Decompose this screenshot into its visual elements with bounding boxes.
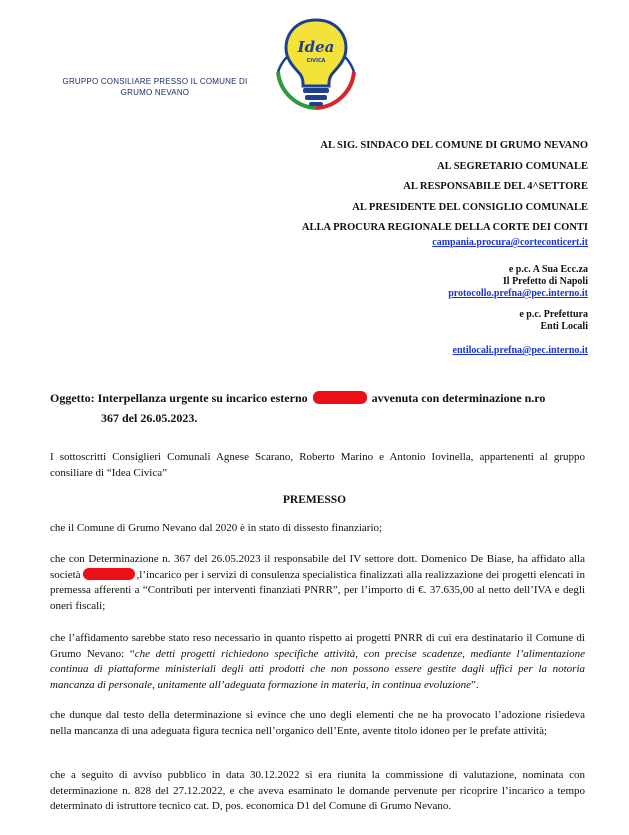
paragraph-determinazione-b: ,l’incarico per i servizi di consulenza specialistica finalizzati alla realizzazione dei progetti elencati in premessa afferenti a “Contributi per interventi finanziati PNRR”, per l’importo di €. 37.635,00 al netto dell’IVA e degli oneri fiscali;: [50, 568, 585, 612]
cc2-line2: Enti Locali: [540, 321, 588, 332]
paragraph-affidamento: [50, 631, 585, 693]
council-group-line1: GRUPPO CONSILIARE PRESSO IL COMUNE DI: [62, 77, 248, 86]
cc2-line1: e p.c. Prefettura: [519, 309, 588, 320]
recipient-list: [148, 136, 588, 239]
council-group-name: [40, 76, 270, 98]
recipient-sindaco: AL SIG. SINDACO DEL COMUNE DI GRUMO NEVANO: [320, 140, 588, 151]
paragraph-affidamento-a: che l’affidamento sarebbe stato reso necessario in quanto rispetto ai progetti PNRR di cui era destinatario il Comune di Grumo Nevano: “: [50, 632, 585, 660]
paragraph-dissesto: che il Comune di Grumo Nevano dal 2020 è in stato di dissesto finanziario;: [50, 522, 383, 534]
premesso-heading: PREMESSO: [282, 494, 347, 506]
paragraph-determinazione: [50, 552, 585, 614]
idea-civica-logo: [268, 12, 364, 112]
intro-paragraph: I sottoscritti Consiglieri Comunali Agnese Scarano, Roberto Marino e Antonio Iovinella, appartenenti al gruppo consiliare di “Idea Civica”: [50, 451, 585, 479]
paragraph-determinazione-a: che con Determinazione n. 367 del 26.05.2023 il responsabile del IV settore dott. Domenico De Biase, ha affidato alla società: [50, 553, 585, 581]
cc1-line1: e p.c. A Sua Ecc.za: [508, 264, 588, 275]
redaction-mark: [313, 391, 367, 404]
subject-line2: 367 del 26.05.2023.: [101, 411, 198, 425]
paragraph-affidamento-quote: che detti progetti richiedono specifiche attività, con precise scadenze, mediante l’alimentazione continua di piattaforme ministeriali degli atti prodotti che non possono essere gestite dagli uffici per la notoria mancanza di personale, unitamente all’adeguata formazione in materia, in continua evoluzione: [50, 647, 585, 691]
cc1-line2: Il Prefetto di Napoli: [502, 276, 588, 287]
logo-wordmark: Idea: [297, 38, 335, 56]
recipient-procura: ALLA PROCURA REGIONALE DELLA CORTE DEI CONTI: [301, 222, 588, 233]
recipient-responsabile: AL RESPONSABILE DEL 4^SETTORE: [403, 181, 588, 192]
subject-after-redaction: avvenuta con determinazione n.ro: [371, 391, 546, 405]
logo-subtext: CIVICA: [306, 58, 326, 64]
redaction-mark: [83, 568, 135, 580]
paragraph-affidamento-b: ”.: [471, 678, 479, 691]
paragraph-mancanza: che dunque dal testo della determinazione si evince che uno degli elementi che ne ha provocato l’adozione risiedeva nella mancanza di una adeguata figura tecnica nell’organico dell’Ente, avente titolo idoneo per le prefate attività;: [50, 709, 585, 737]
procura-email-link[interactable]: campania.procura@corteconticert.it: [432, 237, 588, 248]
subject-label: Oggetto: Interpellanza urgente su incarico esterno: [50, 391, 308, 405]
prefetto-email-link[interactable]: protocollo.prefna@pec.interno.it: [448, 288, 588, 299]
recipient-segretario: AL SEGRETARIO COMUNALE: [437, 160, 588, 172]
paragraph-avviso: che a seguito di avviso pubblico in data 30.12.2022 si era riunita la commissione di valutazione, nominata con determinazione n. 828 del 27.12.2022, e che aveva esaminato le domande pervenute per ricoprire l’incarico a tempo determinato di istruttore tecnico cat. D, pos. economica D1 del Comune di Grumo Nevano.: [50, 769, 585, 812]
entilocali-email-link[interactable]: entilocali.prefna@pec.interno.it: [452, 345, 588, 356]
subject: [50, 388, 610, 428]
recipient-presidente: AL PRESIDENTE DEL CONSIGLIO COMUNALE: [352, 201, 588, 213]
council-group-line2: GRUMO NEVANO: [120, 88, 190, 97]
